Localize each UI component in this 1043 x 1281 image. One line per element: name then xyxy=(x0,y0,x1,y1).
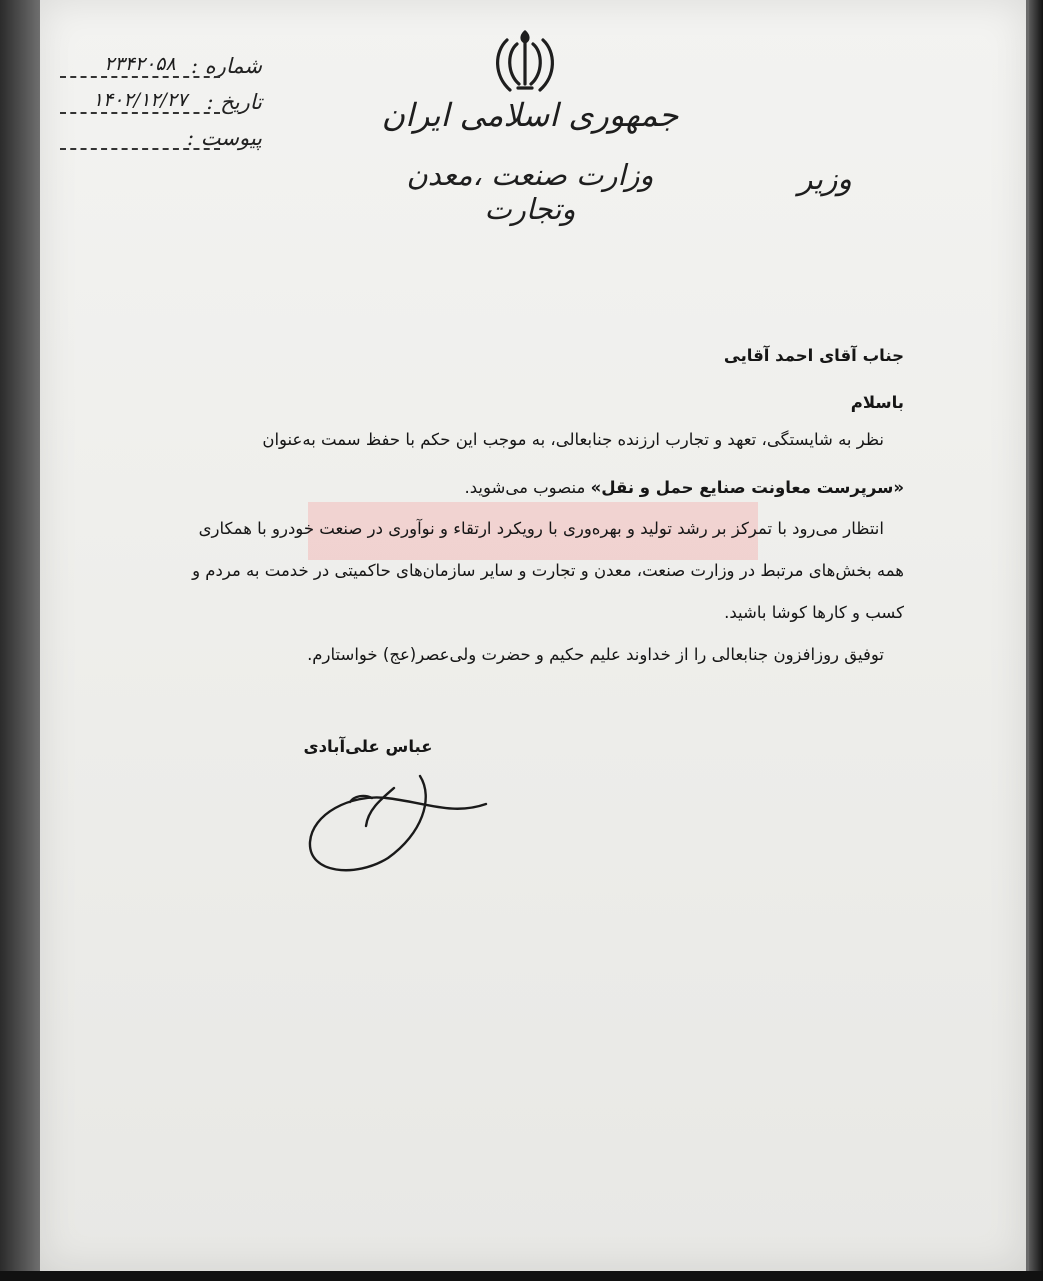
letter-page xyxy=(40,0,1026,1271)
photo-left-edge xyxy=(0,0,40,1281)
role-heading: وزیر xyxy=(798,162,852,197)
reference-block xyxy=(52,52,262,160)
paragraph-2-line-3: کسب و کارها کوشا باشید. xyxy=(724,603,904,622)
date-label: تاریخ : xyxy=(206,90,262,114)
addressee: جناب آقای احمد آقایی xyxy=(723,346,904,365)
number-value: ۲۳۴۲۰۵۸ xyxy=(60,52,220,78)
paragraph-2-line-2: همه بخش‌های مرتبط در وزارت صنعت، معدن و تجارت و سایر سازمان‌های حاکمیتی در خدمت به مردم و xyxy=(192,561,904,580)
country-heading: جمهوری اسلامی ایران xyxy=(381,96,679,134)
paragraph-1-line-1: نظر به شایستگی، تعهد و تجارب ارزنده جنابعالی، به موجب این حکم با حفظ سمت به‌عنوان xyxy=(262,430,884,449)
handwritten-signature xyxy=(302,770,492,880)
attachment-row xyxy=(52,124,262,160)
attachment-label: پیوست : xyxy=(187,126,262,150)
greeting: باسلام xyxy=(850,393,904,412)
closing-line: توفیق روزافزون جنابعالی را از خداوند علیم حکیم و حضرت ولی‌عصر(عج) خواستارم. xyxy=(307,645,884,664)
attachment-value xyxy=(60,124,220,150)
number-row xyxy=(52,52,262,88)
number-label: شماره : xyxy=(190,54,262,78)
photo-bottom-edge xyxy=(0,1271,1043,1281)
appointment-text: منصوب می‌شوید. xyxy=(464,478,591,497)
ministry-heading: وزارت صنعت ،معدن وتجارت xyxy=(406,158,654,226)
paragraph-1-line-2 xyxy=(464,478,904,497)
date-row xyxy=(52,88,262,124)
signer-name: عباس علی‌آبادی xyxy=(303,737,433,756)
position-title: «سرپرست معاونت صنایع حمل و نقل» xyxy=(590,478,904,497)
date-value: ۱۴۰۲/۱۲/۲۷ xyxy=(60,88,220,114)
photo-right-edge xyxy=(1029,0,1043,1281)
paragraph-2-line-1: انتظار می‌رود با تمرکز بر رشد تولید و بهره‌وری با رویکرد ارتقاء و نوآوری در صنعت خودرو با همکاری xyxy=(198,519,884,538)
national-emblem-icon xyxy=(490,28,560,94)
